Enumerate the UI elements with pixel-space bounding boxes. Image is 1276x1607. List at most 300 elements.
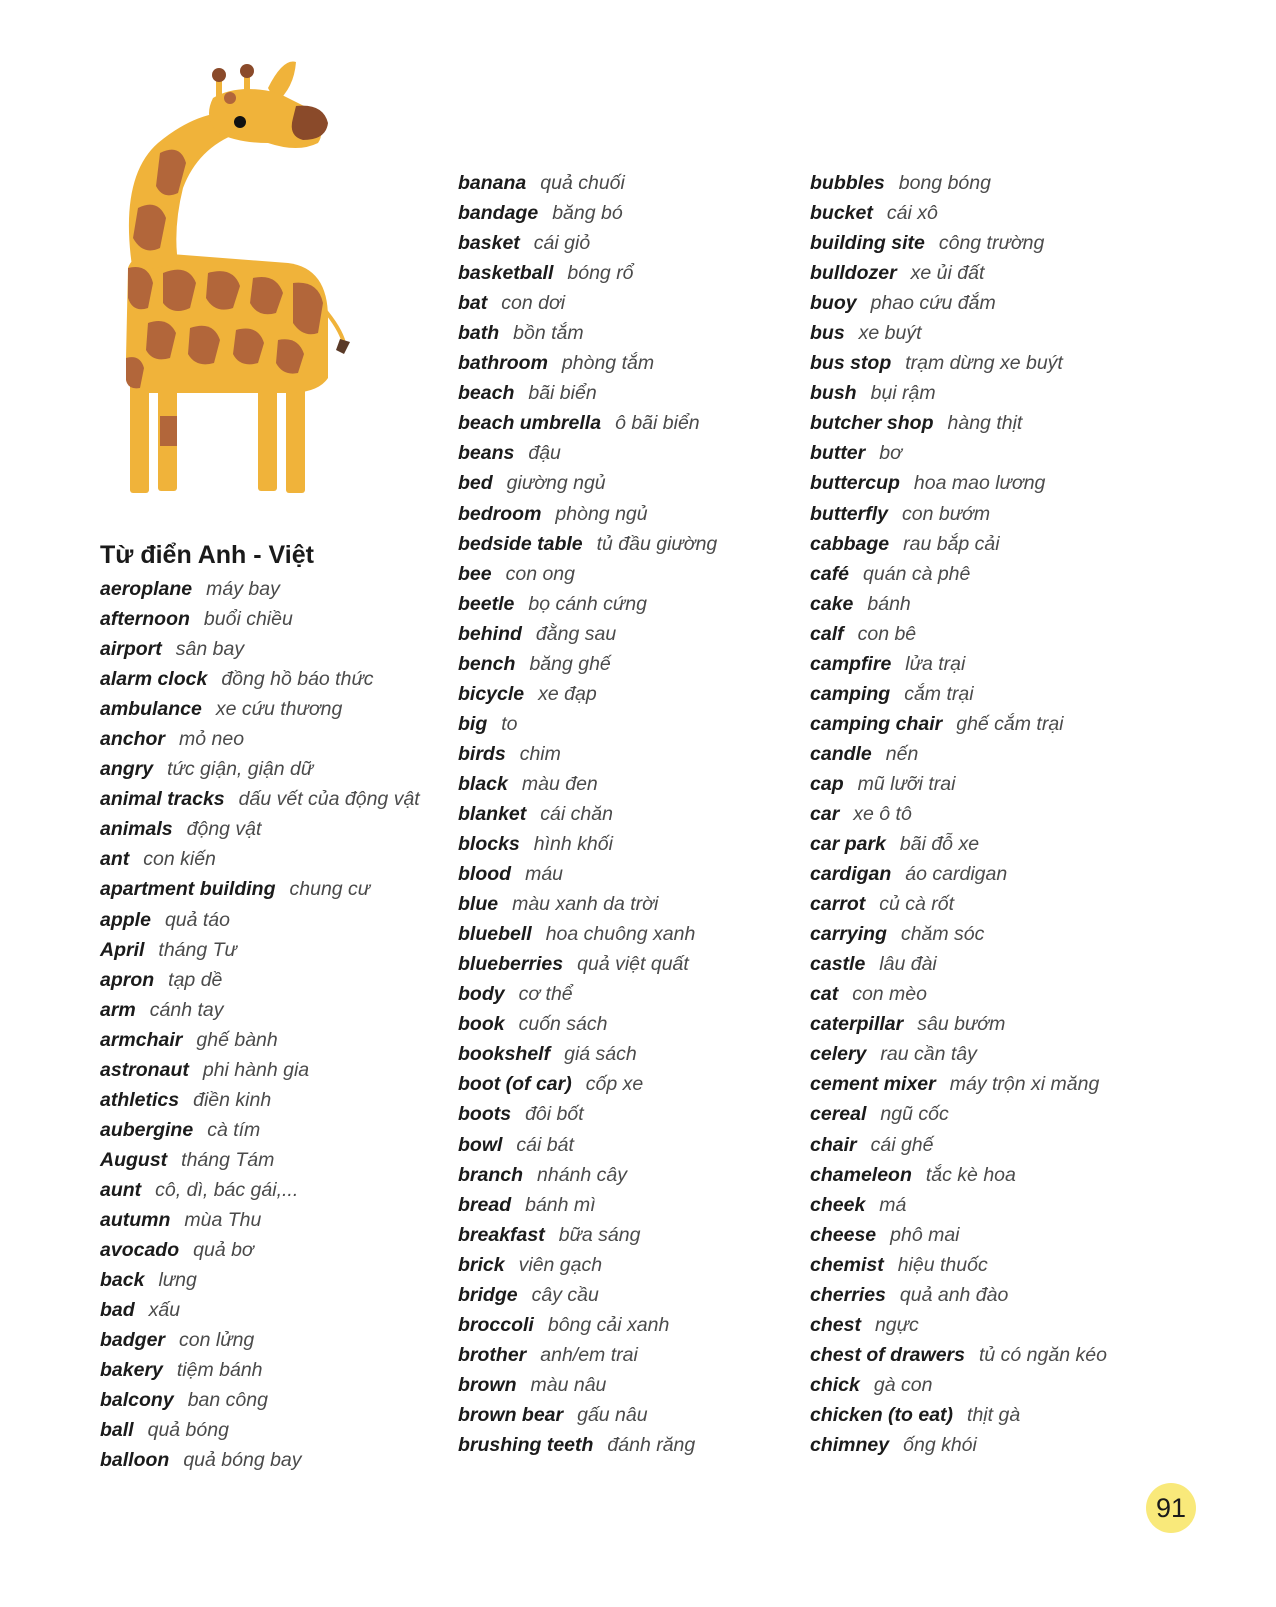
english-word: carrot	[810, 893, 866, 916]
dictionary-entry	[810, 679, 1107, 709]
english-word: chemist	[810, 1253, 884, 1276]
vietnamese-translation: đậu	[528, 442, 561, 465]
english-word: afternoon	[100, 608, 190, 631]
vietnamese-translation: phi hành gia	[202, 1058, 310, 1081]
english-word: buoy	[810, 292, 857, 315]
english-word: astronaut	[100, 1058, 189, 1081]
dictionary-entry	[458, 258, 717, 288]
vietnamese-translation: điền kinh	[193, 1088, 272, 1111]
english-word: cherries	[810, 1283, 886, 1306]
english-word: bad	[100, 1299, 135, 1322]
dictionary-entry	[458, 829, 717, 859]
dictionary-entry	[100, 1415, 420, 1445]
english-word: camping	[810, 682, 891, 705]
english-word: brick	[458, 1253, 505, 1276]
english-word: chest of drawers	[810, 1343, 965, 1366]
english-word: branch	[458, 1163, 524, 1186]
vietnamese-translation: cà tím	[207, 1118, 261, 1141]
english-word: castle	[810, 953, 866, 976]
dictionary-entry	[810, 919, 1107, 949]
vietnamese-translation: con mèo	[852, 983, 927, 1006]
dictionary-entry	[458, 709, 717, 739]
english-word: animals	[100, 818, 173, 841]
vietnamese-translation: chim	[519, 742, 561, 765]
dictionary-entry	[810, 1069, 1107, 1099]
dictionary-entry	[100, 1385, 420, 1415]
dictionary-entry	[100, 844, 420, 874]
english-word: bookshelf	[458, 1043, 551, 1066]
vietnamese-translation: con bê	[857, 622, 917, 645]
vietnamese-translation: ngực	[874, 1313, 919, 1336]
vietnamese-translation: áo cardigan	[905, 863, 1008, 886]
english-word: buttercup	[810, 472, 900, 495]
english-word: cardigan	[810, 863, 892, 886]
page-number-badge: 91	[1146, 1483, 1196, 1533]
dictionary-entry	[458, 679, 717, 709]
dictionary-entry	[810, 979, 1107, 1009]
dictionary-entry	[100, 1235, 420, 1265]
dictionary-entry	[100, 1205, 420, 1235]
english-word: bucket	[810, 202, 873, 225]
english-word: building site	[810, 232, 925, 255]
dictionary-entry	[810, 799, 1107, 829]
dictionary-entry	[100, 995, 420, 1025]
vietnamese-translation: phòng ngủ	[555, 502, 648, 525]
english-word: badger	[100, 1329, 166, 1352]
vietnamese-translation: lửa trại	[905, 652, 966, 675]
english-word: apartment building	[100, 878, 276, 901]
vietnamese-translation: quả bóng	[147, 1419, 229, 1442]
dictionary-entry	[810, 408, 1107, 438]
vietnamese-translation: màu đen	[521, 772, 598, 795]
vietnamese-translation: gấu nâu	[577, 1403, 648, 1426]
vietnamese-translation: bánh	[867, 592, 911, 615]
vietnamese-translation: to	[501, 712, 518, 735]
dictionary-entry	[810, 1340, 1107, 1370]
vietnamese-translation: cơ thể	[518, 983, 573, 1006]
english-word: breakfast	[458, 1223, 545, 1246]
dictionary-entry	[458, 889, 717, 919]
dictionary-entry	[458, 1220, 717, 1250]
vietnamese-translation: dấu vết của động vật	[238, 788, 420, 811]
english-word: chimney	[810, 1433, 890, 1456]
english-word: blood	[458, 863, 512, 886]
english-word: blocks	[458, 833, 520, 856]
dictionary-entry	[458, 649, 717, 679]
dictionary-entry	[100, 1355, 420, 1385]
vietnamese-translation: máy bay	[206, 578, 280, 600]
dictionary-entry	[810, 1310, 1107, 1340]
english-word: bath	[458, 322, 500, 345]
dictionary-entry	[458, 408, 717, 438]
vietnamese-translation: quả việt quất	[577, 953, 689, 976]
word-column-1	[100, 574, 420, 1475]
dictionary-entry	[458, 919, 717, 949]
dictionary-entry	[458, 559, 717, 589]
dictionary-entry	[458, 529, 717, 559]
vietnamese-translation: tủ có ngăn kéo	[978, 1343, 1107, 1366]
vietnamese-translation: xe ủi đất	[910, 262, 985, 285]
english-word: birds	[458, 742, 506, 765]
vietnamese-translation: hoa mao lương	[913, 472, 1046, 495]
vietnamese-translation: quả táo	[164, 908, 230, 931]
vietnamese-translation: củ cà rốt	[879, 893, 955, 916]
english-word: cement mixer	[810, 1073, 936, 1096]
vietnamese-translation: quán cà phê	[863, 562, 971, 585]
vietnamese-translation: bọ cánh cứng	[528, 592, 647, 615]
english-word: banana	[458, 172, 527, 194]
english-word: blanket	[458, 802, 527, 825]
vietnamese-translation: đằng sau	[535, 622, 617, 645]
dictionary-entry	[458, 619, 717, 649]
dictionary-entry	[100, 1085, 420, 1115]
english-word: car park	[810, 833, 886, 856]
vietnamese-translation: má	[879, 1193, 907, 1216]
dictionary-entry	[458, 799, 717, 829]
dictionary-entry	[100, 574, 420, 604]
dictionary-entry	[810, 1370, 1107, 1400]
vietnamese-translation: hình khối	[533, 833, 613, 856]
dictionary-entry	[810, 1039, 1107, 1069]
english-word: bus	[810, 322, 845, 345]
vietnamese-translation: bữa sáng	[558, 1223, 641, 1246]
english-word: cap	[810, 772, 844, 795]
vietnamese-translation: ống khói	[903, 1433, 977, 1456]
dictionary-entry	[458, 1190, 717, 1220]
english-word: cat	[810, 983, 839, 1006]
dictionary-entry	[100, 965, 420, 995]
giraffe-illustration	[118, 58, 368, 513]
english-word: ant	[100, 848, 130, 871]
english-word: apple	[100, 908, 151, 931]
english-word: bowl	[458, 1133, 503, 1156]
dictionary-entry	[810, 348, 1107, 378]
english-word: apron	[100, 968, 155, 991]
dictionary-entry	[100, 935, 420, 965]
english-word: bat	[458, 292, 488, 315]
dictionary-entry	[810, 378, 1107, 408]
dictionary-entry	[100, 1115, 420, 1145]
dictionary-entry	[100, 1025, 420, 1055]
dictionary-entry	[458, 1430, 717, 1460]
english-word: armchair	[100, 1028, 183, 1051]
dictionary-entry	[458, 1009, 717, 1039]
english-word: bulldozer	[810, 262, 897, 285]
vietnamese-translation: phao cứu đắm	[870, 292, 996, 315]
dictionary-entry	[810, 619, 1107, 649]
dictionary-entry	[458, 1310, 717, 1340]
english-word: bubbles	[810, 172, 885, 194]
vietnamese-translation: bóng rổ	[567, 262, 634, 285]
english-word: balloon	[100, 1449, 170, 1472]
vietnamese-translation: xấu	[148, 1299, 181, 1322]
english-word: cabbage	[810, 532, 890, 555]
dictionary-entry	[100, 724, 420, 754]
vietnamese-translation: đánh răng	[607, 1433, 696, 1456]
english-word: behind	[458, 622, 522, 645]
dictionary-entry	[810, 1280, 1107, 1310]
vietnamese-translation: hoa chuông xanh	[545, 923, 696, 946]
dictionary-entry	[810, 1220, 1107, 1250]
word-column-3	[810, 168, 1107, 1460]
english-word: bush	[810, 382, 857, 405]
vietnamese-translation: con lửng	[179, 1329, 255, 1352]
dictionary-entry	[458, 1160, 717, 1190]
dictionary-entry	[458, 769, 717, 799]
dictionary-entry	[458, 979, 717, 1009]
vietnamese-translation: trạm dừng xe buýt	[905, 352, 1063, 375]
vietnamese-translation: quả bơ	[193, 1239, 254, 1262]
vietnamese-translation: thịt gà	[967, 1403, 1021, 1426]
vietnamese-translation: cuốn sách	[518, 1013, 608, 1036]
vietnamese-translation: màu xanh da trời	[512, 893, 659, 916]
english-word: camping chair	[810, 712, 943, 735]
dictionary-entry	[810, 859, 1107, 889]
word-column-2	[458, 168, 717, 1460]
vietnamese-translation: con dơi	[501, 292, 566, 315]
english-word: chameleon	[810, 1163, 912, 1186]
dictionary-entry	[810, 949, 1107, 979]
english-word: bedside table	[458, 532, 583, 555]
dictionary-entry	[458, 228, 717, 258]
english-word: blueberries	[458, 953, 564, 976]
english-word: butterfly	[810, 502, 888, 525]
vietnamese-translation: ghế cắm trại	[956, 712, 1064, 735]
dictionary-entry	[458, 1400, 717, 1430]
vietnamese-translation: hàng thịt	[947, 412, 1023, 435]
dictionary-entry	[458, 499, 717, 529]
vietnamese-translation: cây cầu	[531, 1283, 599, 1306]
english-word: athletics	[100, 1088, 180, 1111]
english-word: car	[810, 802, 840, 825]
english-word: butcher shop	[810, 412, 934, 435]
english-word: anchor	[100, 728, 166, 751]
dictionary-entry	[810, 529, 1107, 559]
english-word: beach	[458, 382, 515, 405]
dictionary-entry	[458, 378, 717, 408]
vietnamese-translation: bong bóng	[898, 172, 991, 194]
vietnamese-translation: động vật	[186, 818, 262, 841]
vietnamese-translation: mỏ neo	[179, 728, 245, 751]
vietnamese-translation: bụi rậm	[870, 382, 936, 405]
english-word: bandage	[458, 202, 539, 225]
vietnamese-translation: phô mai	[890, 1223, 960, 1246]
vietnamese-translation: cắm trại	[904, 682, 974, 705]
dictionary-entry	[458, 1340, 717, 1370]
english-word: bench	[458, 652, 516, 675]
english-word: boot (of car)	[458, 1073, 572, 1096]
vietnamese-translation: máy trộn xi măng	[949, 1073, 1100, 1096]
vietnamese-translation: nhánh cây	[537, 1163, 628, 1186]
english-word: beach umbrella	[458, 412, 602, 435]
vietnamese-translation: xe buýt	[858, 322, 922, 345]
dictionary-entry	[810, 499, 1107, 529]
vietnamese-translation: tiệm bánh	[176, 1359, 263, 1382]
dictionary-entry	[810, 889, 1107, 919]
dictionary-entry	[810, 1099, 1107, 1129]
vietnamese-translation: tức giận, giận dữ	[167, 758, 314, 781]
english-word: aeroplane	[100, 578, 193, 600]
dictionary-title: Từ điển Anh - Việt	[100, 541, 314, 569]
english-word: arm	[100, 998, 136, 1021]
dictionary-entry	[810, 1190, 1107, 1220]
dictionary-entry	[100, 694, 420, 724]
english-word: April	[100, 938, 145, 961]
dictionary-entry	[458, 1039, 717, 1069]
english-word: bakery	[100, 1359, 163, 1382]
english-word: calf	[810, 622, 844, 645]
english-word: bathroom	[458, 352, 548, 375]
english-word: chick	[810, 1373, 860, 1396]
dictionary-entry	[100, 1055, 420, 1085]
dictionary-entry	[458, 589, 717, 619]
english-word: autumn	[100, 1208, 171, 1231]
english-word: carrying	[810, 923, 887, 946]
english-word: café	[810, 562, 850, 585]
dictionary-entry	[810, 1250, 1107, 1280]
vietnamese-translation: phòng tắm	[561, 352, 655, 375]
dictionary-entry	[458, 468, 717, 498]
english-word: brushing teeth	[458, 1433, 594, 1456]
english-word: book	[458, 1013, 505, 1036]
dictionary-entry	[458, 739, 717, 769]
vietnamese-translation: quả bóng bay	[183, 1449, 302, 1472]
vietnamese-translation: xe cứu thương	[215, 698, 343, 721]
dictionary-entry	[810, 589, 1107, 619]
vietnamese-translation: tháng Tư	[158, 938, 237, 961]
vietnamese-translation: đồng hồ báo thức	[221, 668, 374, 691]
vietnamese-translation: ngũ cốc	[880, 1103, 949, 1126]
english-word: campfire	[810, 652, 892, 675]
english-word: cheese	[810, 1223, 877, 1246]
english-word: basket	[458, 232, 520, 255]
vietnamese-translation: quả chuối	[540, 172, 625, 194]
english-word: brother	[458, 1343, 527, 1366]
english-word: blue	[458, 893, 499, 916]
english-word: alarm clock	[100, 668, 208, 691]
english-word: bedroom	[458, 502, 542, 525]
vietnamese-translation: bơ	[879, 442, 902, 465]
vietnamese-translation: xe đạp	[538, 682, 597, 705]
english-word: chest	[810, 1313, 861, 1336]
english-word: bus stop	[810, 352, 892, 375]
vietnamese-translation: tắc kè hoa	[925, 1163, 1016, 1186]
vietnamese-translation: ban công	[187, 1389, 268, 1412]
english-word: bed	[458, 472, 493, 495]
dictionary-entry	[458, 318, 717, 348]
dictionary-entry	[458, 1069, 717, 1099]
english-word: bread	[458, 1193, 512, 1216]
vietnamese-translation: quả anh đào	[899, 1283, 1009, 1306]
vietnamese-translation: cái giỏ	[533, 232, 591, 255]
vietnamese-translation: tủ đầu giường	[596, 532, 718, 555]
english-word: cereal	[810, 1103, 867, 1126]
vietnamese-translation: nến	[885, 742, 919, 765]
dictionary-entry	[100, 1445, 420, 1475]
vietnamese-translation: bông cải xanh	[547, 1313, 670, 1336]
english-word: black	[458, 772, 508, 795]
dictionary-entry	[100, 1175, 420, 1205]
dictionary-entry	[810, 438, 1107, 468]
english-word: broccoli	[458, 1313, 534, 1336]
dictionary-entry	[100, 634, 420, 664]
english-word: back	[100, 1269, 145, 1292]
dictionary-entry	[100, 754, 420, 784]
dictionary-entry	[810, 769, 1107, 799]
dictionary-entry	[810, 1160, 1107, 1190]
dictionary-entry	[810, 829, 1107, 859]
vietnamese-translation: bãi biển	[528, 382, 597, 405]
english-word: aubergine	[100, 1118, 194, 1141]
dictionary-entry	[810, 1130, 1107, 1160]
vietnamese-translation: giá sách	[564, 1043, 637, 1066]
dictionary-entry	[810, 228, 1107, 258]
dictionary-entry	[100, 905, 420, 935]
vietnamese-translation: tháng Tám	[181, 1148, 275, 1171]
vietnamese-translation: cánh tay	[149, 998, 224, 1021]
dictionary-entry	[100, 1325, 420, 1355]
dictionary-entry	[100, 1145, 420, 1175]
vietnamese-translation: chung cư	[289, 878, 371, 901]
english-word: angry	[100, 758, 154, 781]
english-word: bicycle	[458, 682, 525, 705]
dictionary-entry	[458, 168, 717, 198]
vietnamese-translation: cái xô	[886, 202, 938, 225]
english-word: candle	[810, 742, 872, 765]
english-word: chicken (to eat)	[810, 1403, 954, 1426]
vietnamese-translation: anh/em trai	[540, 1343, 638, 1366]
english-word: bee	[458, 562, 492, 585]
english-word: balcony	[100, 1389, 174, 1412]
english-word: cake	[810, 592, 854, 615]
dictionary-entry	[810, 739, 1107, 769]
vietnamese-translation: con ong	[505, 562, 576, 585]
dictionary-entry	[458, 198, 717, 228]
english-word: airport	[100, 638, 162, 661]
english-word: basketball	[458, 262, 554, 285]
vietnamese-translation: sâu bướm	[917, 1013, 1006, 1036]
dictionary-entry	[458, 288, 717, 318]
vietnamese-translation: mùa Thu	[184, 1208, 262, 1231]
vietnamese-translation: ghế bành	[196, 1028, 278, 1051]
vietnamese-translation: cái chăn	[540, 802, 613, 825]
vietnamese-translation: băng bó	[552, 202, 623, 225]
dictionary-entry	[458, 949, 717, 979]
vietnamese-translation: chăm sóc	[900, 923, 985, 946]
vietnamese-translation: đôi bốt	[525, 1103, 584, 1126]
english-word: ambulance	[100, 698, 202, 721]
vietnamese-translation: máu	[525, 863, 564, 886]
dictionary-entry	[810, 1400, 1107, 1430]
vietnamese-translation: ô bãi biển	[615, 412, 700, 435]
dictionary-entry	[810, 318, 1107, 348]
vietnamese-translation: cốp xe	[585, 1073, 644, 1096]
dictionary-entry	[458, 859, 717, 889]
english-word: brown	[458, 1373, 517, 1396]
vietnamese-translation: cái bát	[516, 1133, 574, 1156]
vietnamese-translation: giường ngủ	[506, 472, 606, 495]
english-word: August	[100, 1148, 168, 1171]
vietnamese-translation: màu nâu	[530, 1373, 607, 1396]
english-word: avocado	[100, 1239, 180, 1262]
dictionary-entry	[100, 604, 420, 634]
dictionary-entry	[100, 784, 420, 814]
english-word: body	[458, 983, 505, 1006]
vietnamese-translation: viên gạch	[518, 1253, 603, 1276]
vietnamese-translation: con kiến	[143, 848, 216, 871]
vietnamese-translation: công trường	[938, 232, 1045, 255]
english-word: animal tracks	[100, 788, 225, 811]
